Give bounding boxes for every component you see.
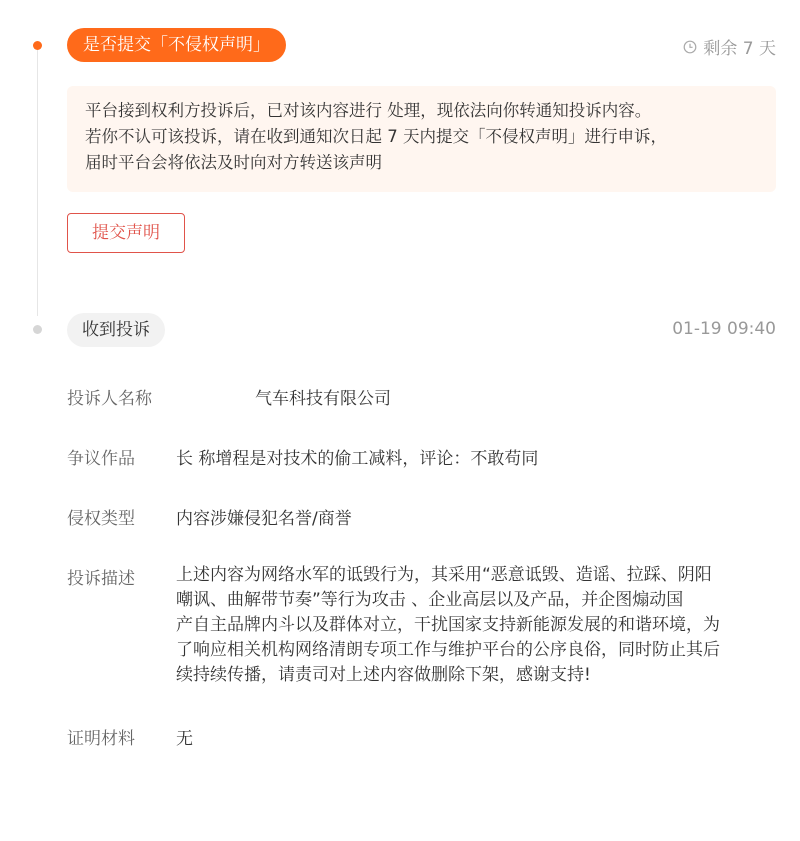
complaint-description-label: 投诉描述 bbox=[67, 569, 135, 589]
complaint-description bbox=[176, 563, 776, 688]
disputed-work-value: 长 称增程是对技术的偷工减料，评论：不敢苟同 bbox=[176, 449, 539, 469]
clock-icon bbox=[683, 40, 697, 54]
notice-line: 若你不认可该投诉，请在收到通知次日起 7 天内提交「不侵权声明」进行申诉， bbox=[85, 127, 667, 146]
description-line: 嘲讽、曲解带节奏”等行为攻击 、企业高层以及产品，并企图煽动国 bbox=[176, 590, 684, 610]
notice-line: 平台接到权利方投诉后，已对该内容进行 处理，现依法向你转通知投诉内容。 bbox=[85, 101, 652, 120]
description-line: 续持续传播，请责司对上述内容做删除下架，感谢支持! bbox=[176, 665, 591, 685]
infringement-type-label: 侵权类型 bbox=[67, 509, 135, 529]
disputed-work-label: 争议作品 bbox=[67, 449, 135, 469]
remaining-time bbox=[683, 34, 776, 59]
timeline-dot-active bbox=[33, 41, 42, 50]
description-line: 产自主品牌内斗以及群体对立，干扰国家支持新能源发展的和谐环境，为 bbox=[176, 615, 720, 635]
notice-line: 届时平台会将依法及时向对方转送该声明 bbox=[85, 153, 382, 172]
complainant-label: 投诉人名称 bbox=[67, 389, 152, 409]
evidence-label: 证明材料 bbox=[67, 729, 135, 749]
timeline-dot-inactive bbox=[33, 325, 42, 334]
timeline-line bbox=[37, 50, 38, 316]
notice-box bbox=[67, 86, 776, 192]
received-complaint-badge: 收到投诉 bbox=[67, 313, 165, 347]
submit-statement-button[interactable]: 提交声明 bbox=[67, 213, 185, 253]
received-time: 01-19 09:40 bbox=[672, 319, 776, 339]
description-line: 上述内容为网络水军的诋毁行为，其采用“恶意诋毁、造谣、拉踩、阴阳 bbox=[176, 565, 712, 585]
complainant-value: 气车科技有限公司 bbox=[255, 389, 391, 409]
infringement-type-value: 内容涉嫌侵犯名誉/商誉 bbox=[176, 509, 352, 529]
status-title-badge: 是否提交「不侵权声明」 bbox=[67, 28, 286, 62]
evidence-value: 无 bbox=[176, 729, 193, 749]
remaining-text: 剩余 7 天 bbox=[703, 39, 776, 59]
description-line: 了响应相关机构网络清朗专项工作与维护平台的公序良俗，同时防止其后 bbox=[176, 640, 720, 660]
